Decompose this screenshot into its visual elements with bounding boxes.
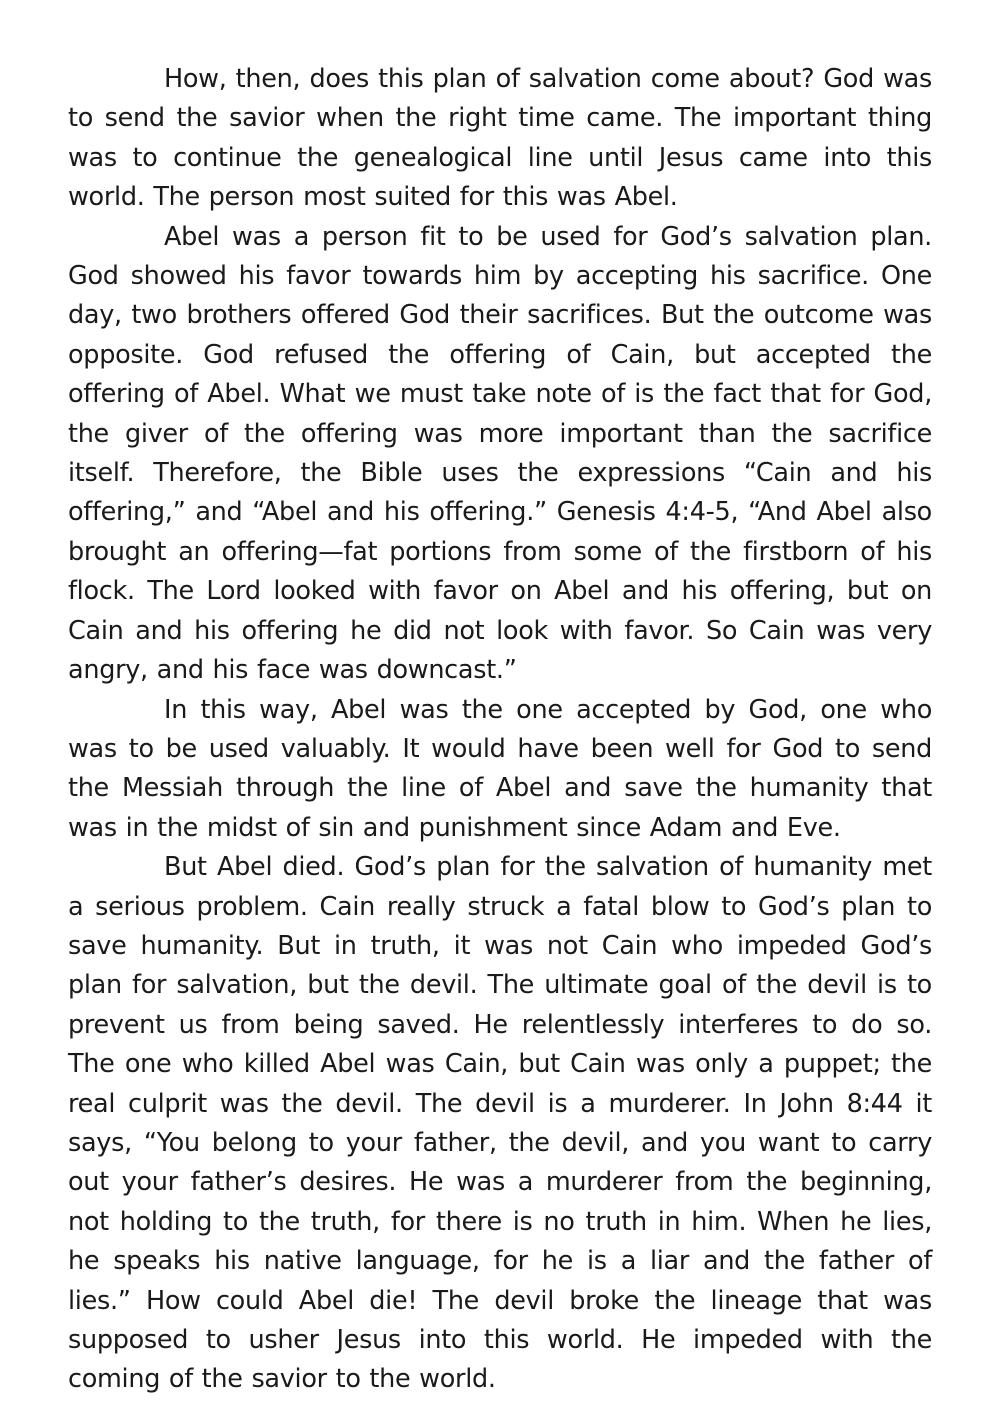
paragraph-abel-died: But Abel died. God’s plan for the salvation of humanity met a serious problem. Cain really struck a fatal blow to God’s plan to save humanity. But in truth, it was not Cain who impeded God’s plan for salvation, but the devil. The ultimate goal of the devil is to prevent us from being saved. He relentlessly interferes to do so. The one who killed Abel was Cain, but Cain was only a puppet; the real culprit was the devil. The devil is a murderer. In John 8:44 it says, “You belong to your father, the devil, and you want to carry out your father’s desires. He was a murderer from the beginning, not holding to the truth, for there is no truth in him. When he lies, he speaks his native language, for he is a liar and the father of lies.” How could Abel die! The devil broke the lineage that was supposed to usher Jesus into this world. He impeded with the coming of the savior to the world. xyxy=(68,852,932,1395)
paragraph-abel-offering: Abel was a person fit to be used for God’s salvation plan. God showed his favor towards him by accepting his sacrifice. One day, two brothers offered God their sacrifices. But the outcome was opposite. God refused the offering of Cain, but accepted the offering of Abel. What we must take note of is the fact that for God, the giver of the offering was more important than the sacrifice itself. Therefore, the Bible uses the expressions “Cain and his offering,” and “Abel and his offering.” Genesis 4:4-5, “And Abel also brought an offering—fat portions from some of the firstborn of his flock. The Lord looked with favor on Abel and his offering, but on Cain and his offering he did not look with favor. So Cain was very angry, and his face was downcast.” xyxy=(68,221,932,686)
document-page xyxy=(68,60,932,1400)
paragraph-salvation-plan: How, then, does this plan of salvation come about? God was to send the savior when the right time came. The important thing was to continue the genealogical line until Jesus came into this world. The person most suited for this was Abel. xyxy=(68,64,932,213)
paragraph-abel-accepted: In this way, Abel was the one accepted by God, one who was to be used valuably. It would have been well for God to send the Messiah through the line of Abel and save the humanity that was in the midst of sin and punishment since Adam and Eve. xyxy=(68,694,932,843)
